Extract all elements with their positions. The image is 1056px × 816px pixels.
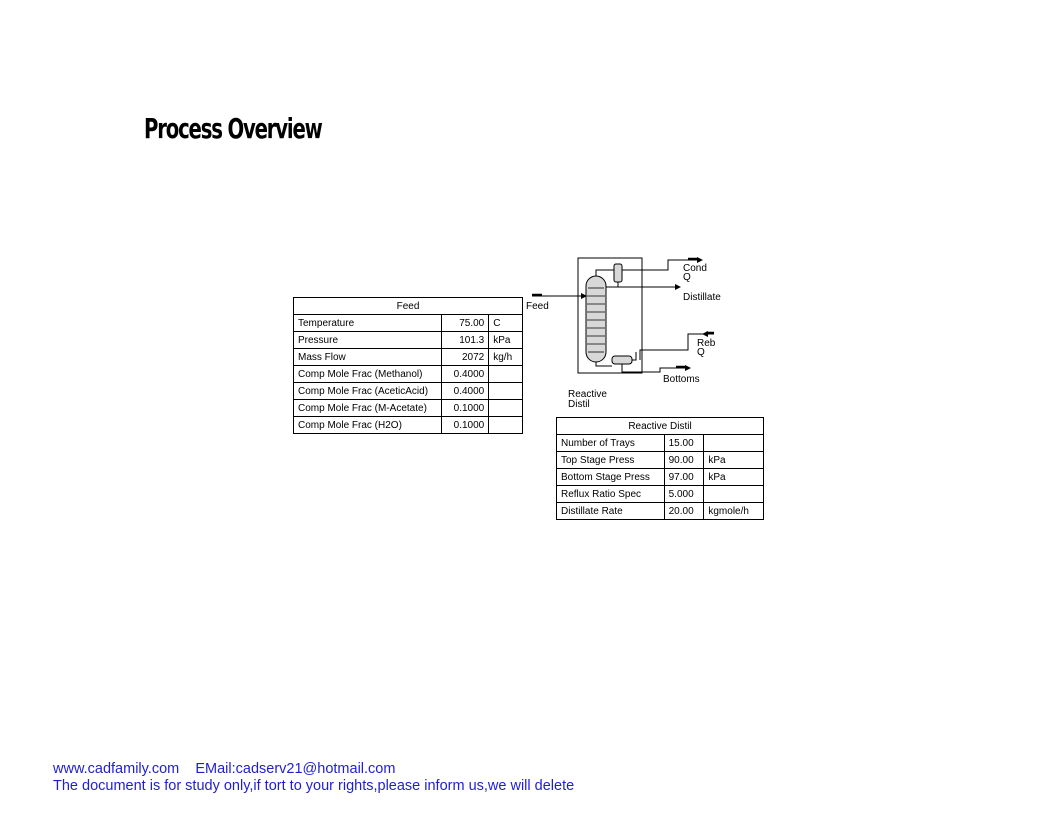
row-label: Comp Mole Frac (M-Acetate) [294,400,442,417]
row-unit [704,486,764,503]
row-value: 75.00 [441,315,489,332]
table-row [294,383,523,400]
cond-q-label: Cond [683,263,707,274]
distillate-label: Distillate [683,292,721,303]
row-unit: kPa [489,332,523,349]
reboiler-icon[interactable] [612,356,632,364]
condenser-icon[interactable] [614,264,622,282]
row-unit: kPa [704,469,764,486]
table-row [294,417,523,434]
row-label: Mass Flow [294,349,442,366]
row-value: 0.4000 [441,366,489,383]
table-row [557,503,764,520]
row-value: 2072 [441,349,489,366]
row-unit [704,435,764,452]
feed-table [293,297,523,434]
row-value: 20.00 [664,503,704,520]
cond-q-label-q: Q [683,272,691,283]
row-unit [489,400,523,417]
row-label: Temperature [294,315,442,332]
row-label: Comp Mole Frac (AceticAcid) [294,383,442,400]
footer [53,761,574,795]
row-label: Comp Mole Frac (Methanol) [294,366,442,383]
row-unit [489,366,523,383]
table-row [294,332,523,349]
row-value: 90.00 [664,452,704,469]
row-label: Distillate Rate [557,503,665,520]
row-unit: kPa [704,452,764,469]
table-row [557,469,764,486]
unit-label: Reactive [568,389,607,400]
unit-label-line2: Distil [568,399,590,410]
row-label: Pressure [294,332,442,349]
table-row [294,366,523,383]
footer-email-link[interactable]: EMail:cadserv21@hotmail.com [195,761,396,777]
page-title: Process Overview [144,112,322,145]
row-value: 5.000 [664,486,704,503]
table-row [557,486,764,503]
footer-website-link[interactable]: www.cadfamily.com [53,761,180,777]
table-row [294,400,523,417]
row-unit [489,417,523,434]
row-label: Bottom Stage Press [557,469,665,486]
reb-q-label: Reb [697,338,716,349]
row-unit: C [489,315,523,332]
reb-q-label-q: Q [697,347,705,358]
distillation-column-icon[interactable] [586,276,606,362]
table-row [557,452,764,469]
feed-label: Feed [526,301,549,312]
footer-disclaimer: The document is for study only,if tort to your rights,please inform us,we will delete [53,778,575,794]
row-value: 97.00 [664,469,704,486]
row-label: Number of Trays [557,435,665,452]
table-row [557,435,764,452]
row-value: 0.4000 [441,383,489,400]
row-value: 0.1000 [441,417,489,434]
row-unit: kg/h [489,349,523,366]
distil-table [556,417,764,520]
row-label: Top Stage Press [557,452,665,469]
table-row [294,349,523,366]
row-label: Reflux Ratio Spec [557,486,665,503]
flowsheet-diagram [520,250,760,415]
bottoms-label: Bottoms [663,374,700,385]
distil-table-header: Reactive Distil [557,418,764,435]
row-unit: kgmole/h [704,503,764,520]
feed-table-header: Feed [294,298,523,315]
row-value: 101.3 [441,332,489,349]
row-unit [489,383,523,400]
row-value: 15.00 [664,435,704,452]
row-label: Comp Mole Frac (H2O) [294,417,442,434]
row-value: 0.1000 [441,400,489,417]
table-row [294,315,523,332]
